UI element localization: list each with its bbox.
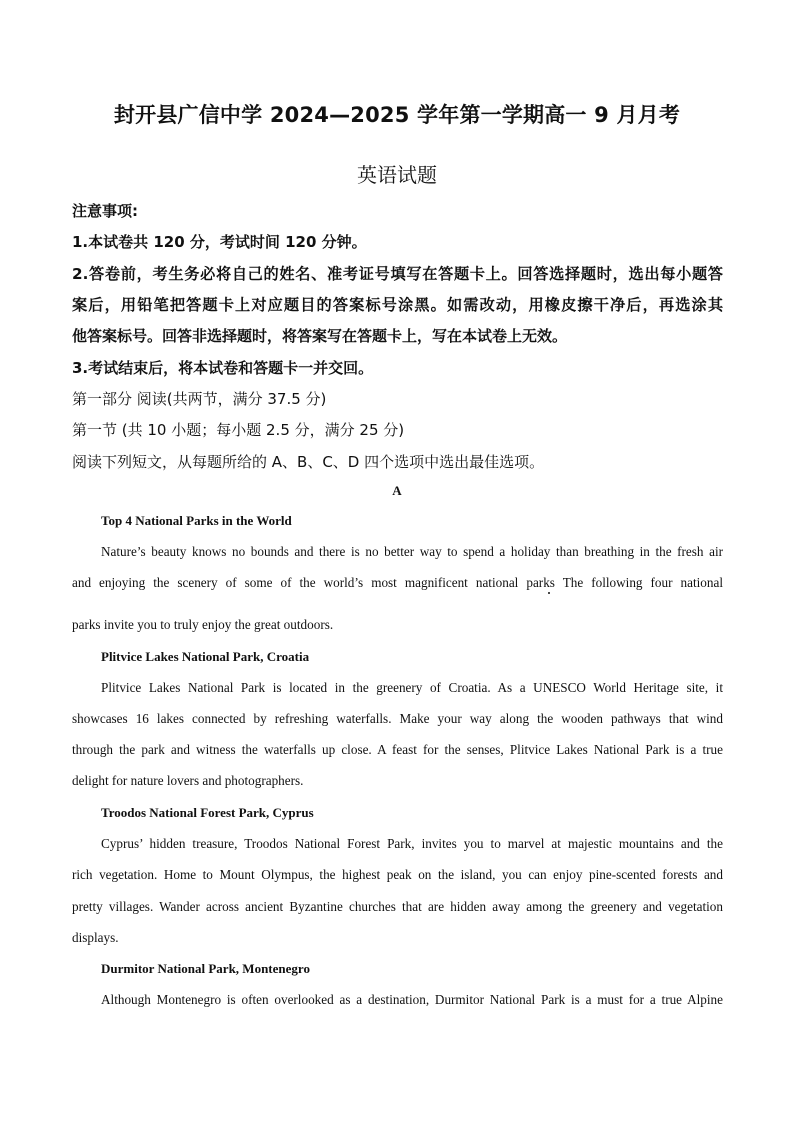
park-3-line-1: Although Montenegro is often overlooked as a destination, Durmitor National Park is a must for a true Alpine	[101, 992, 723, 1007]
park-2-line-1: Cyprus’ hidden treasure, Troodos National Forest Park, invites you to marvel at majestic mountains and the	[101, 836, 723, 851]
park-1-line-4: delight for nature lovers and photographers.	[72, 773, 304, 788]
section1-heading: 第一节 (共 10 小题；每小题 2.5 分，满分 25 分)	[72, 421, 405, 439]
exam-subtitle: 英语试题	[357, 163, 437, 187]
passage-label: A	[392, 483, 402, 498]
notice-item-1: 1.本试卷共 120 分，考试时间 120 分钟。	[72, 233, 367, 251]
park-1-line-2: showcases 16 lakes connected by refreshing waterfalls. Make your way along the wooden pathways that wind	[72, 711, 723, 726]
intro-line-1: Nature’s beauty knows no bounds and there is no better way to spend a holiday than breathing in the fresh air	[101, 544, 723, 559]
passage-title: Top 4 National Parks in the World	[101, 513, 292, 528]
park-1-line-3: through the park and witness the waterfalls up close. A feast for the senses, Plitvice Lakes National Park is a true	[72, 742, 723, 757]
part1-heading: 第一部分 阅读(共两节，满分 37.5 分)	[72, 390, 327, 408]
notice-item-2-line-3: 他答案标号。回答非选择题时，将答案写在答题卡上，写在本试卷上无效。	[72, 327, 568, 345]
intro-line-3: parks invite you to truly enjoy the great outdoors.	[72, 617, 334, 632]
stray-dot-mark	[548, 592, 550, 594]
reading-instruction: 阅读下列短文，从每题所给的 A、B、C、D 四个选项中选出最佳选项。	[72, 453, 545, 471]
notice-item-2-line-2: 案后，用铅笔把答题卡上对应题目的答案标号涂黑。如需改动，用橡皮擦干净后，再选涂其	[72, 296, 723, 314]
park-3-name: Durmitor National Park, Montenegro	[101, 961, 310, 976]
notice-item-2-line-1: 2.答卷前，考生务必将自己的姓名、准考证号填写在答题卡上。回答选择题时，选出每小题答	[72, 265, 723, 283]
notice-item-3: 3.考试结束后，将本试卷和答题卡一并交回。	[72, 359, 374, 377]
park-1-name: Plitvice Lakes National Park, Croatia	[101, 649, 310, 664]
park-2-line-2: rich vegetation. Home to Mount Olympus, the highest peak on the island, you can enjoy pine-scented forests and	[72, 867, 723, 882]
park-2-line-4: displays.	[72, 930, 119, 945]
intro-line-2: and enjoying the scenery of some of the world’s most magnificent national parks The following four national	[72, 575, 723, 590]
park-2-line-3: pretty villages. Wander across ancient Byzantine churches that are hidden away among the greenery and vegetation	[72, 899, 723, 914]
exam-title: 封开县广信中学 2024—2025 学年第一学期高一 9 月月考	[113, 103, 681, 127]
notice-heading: 注意事项:	[72, 202, 138, 220]
park-2-name: Troodos National Forest Park, Cyprus	[101, 805, 314, 820]
park-1-line-1: Plitvice Lakes National Park is located in the greenery of Croatia. As a UNESCO World Heritage site, it	[101, 680, 723, 695]
